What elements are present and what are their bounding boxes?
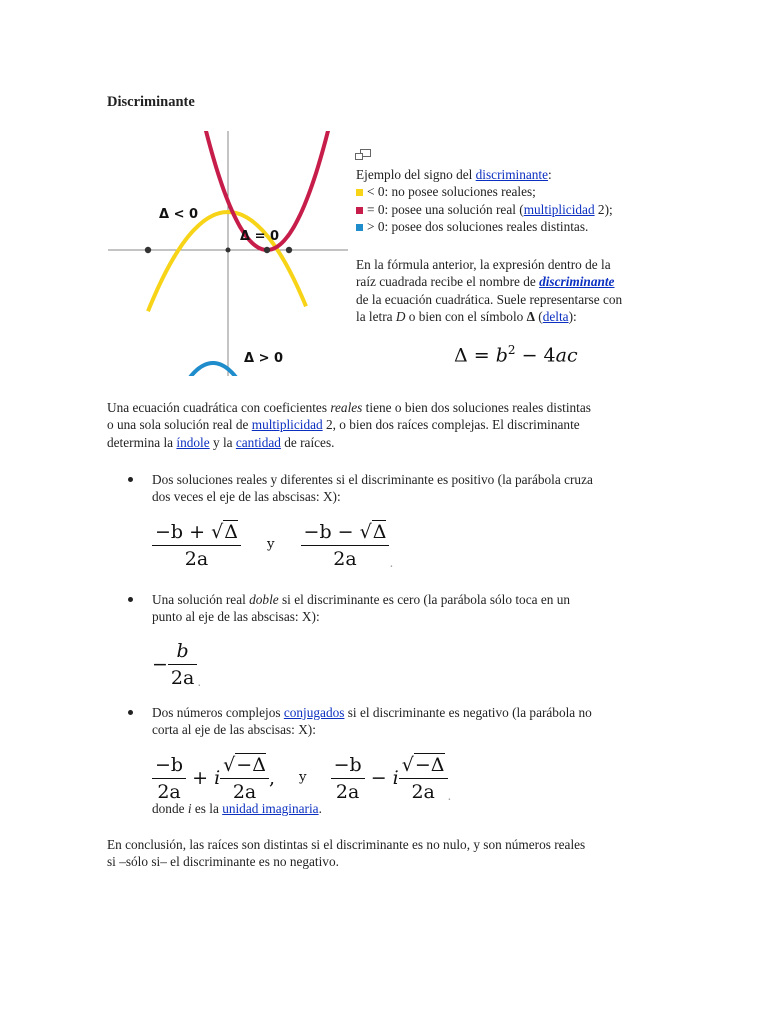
link-discriminante[interactable]: discriminante (475, 167, 549, 182)
formula-two-roots: $\frac{-b + √\Delta}{2a}$ y $\frac{-b - √\Delta}{2a}$ . (152, 520, 393, 570)
label-delta-negative: Δ < 0 (159, 207, 199, 222)
link-multiplicidad-2[interactable]: multiplicidad (251, 417, 323, 433)
link-delta[interactable]: delta (542, 309, 569, 325)
link-cantidad[interactable]: cantidad (235, 434, 281, 450)
discriminant-figure (108, 131, 348, 376)
formula-complex-roots: $\frac{-b}{2a}$ + i $\frac{√-\Delta}{2a}$ , y $\frac{-b}{2a}$ − i $\frac{√-\Delta}{2a}$ . (152, 753, 451, 803)
formula-delta: $\Delta = b^2 - 4ac$ (454, 343, 578, 367)
blue-root-right (286, 247, 292, 253)
caption-item-negative: < 0: no posee soluciones reales; (356, 183, 686, 200)
double-root-fraction: $\frac{b}{2a}$ (168, 640, 197, 689)
caption-intro: Ejemplo del signo del discriminante: (356, 167, 552, 182)
paragraph-conclusion: En conclusión, las raíces son distintas si el discriminante es no nulo, y son números reales si –sólo si– el discriminante es no negativo. (107, 837, 586, 870)
blue-parabola (122, 363, 322, 376)
root-minus-fraction: $\frac{-b - √\Delta}{2a}$ (301, 520, 390, 570)
blue-square-icon (356, 224, 363, 231)
link-unidad-imaginaria[interactable]: unidad imaginaria (222, 801, 319, 816)
figure-caption (356, 166, 686, 236)
blue-root-left (145, 247, 151, 253)
yellow-square-icon (356, 189, 363, 196)
expand-icon[interactable] (355, 148, 371, 160)
paragraph-quadratic: Una ecuación cuadrática con coeficientes reales tiene o bien dos soluciones reales distintas o una sola solución real de multiplicidad 2, o bien dos raíces complejas. El discriminante determina la índole y la cantidad de raíces. (107, 400, 591, 450)
bullet-zero: Una solución real doble si el discriminante es cero (la parábola sólo toca en un punto al eje de las abscisas: X): (152, 592, 570, 625)
origin-point (226, 248, 231, 253)
yellow-parabola (148, 212, 306, 311)
link-multiplicidad[interactable]: multiplicidad (523, 201, 595, 217)
link-indole[interactable]: índole (176, 434, 210, 450)
parabola-chart (108, 131, 348, 376)
imaginary-unit-note: donde i es la unidad imaginaria. (152, 801, 322, 816)
red-vertex-point (264, 247, 270, 253)
link-conjugados[interactable]: conjugados (283, 705, 345, 720)
caption-item-positive: > 0: posee dos soluciones reales distintas. (356, 218, 686, 235)
label-delta-zero: Δ = 0 (240, 229, 280, 244)
label-delta-positive: Δ > 0 (244, 351, 284, 366)
bullet-dot (128, 710, 133, 715)
link-discriminante-bold[interactable]: discriminante (539, 274, 615, 290)
bullet-dot (128, 597, 133, 602)
bullet-dot (128, 477, 133, 482)
bullet-positive: Dos soluciones reales y diferentes si el discriminante es positivo (la parábola cruza dos veces el eje de las abscisas: X): (152, 472, 593, 505)
section-heading: Discriminante (107, 94, 195, 110)
root-plus-fraction: $\frac{-b + √\Delta}{2a}$ (152, 520, 241, 570)
caption-item-zero: = 0: posee una solución real (multiplicidad 2); (356, 201, 686, 218)
bullet-negative: Dos números complejos conjugados si el discriminante es negativo (la parábola no corta al eje de las abscisas: X): (152, 705, 592, 738)
paragraph-discriminant-intro: En la fórmula anterior, la expresión dentro de la raíz cuadrada recibe el nombre de discriminante de la ecuación cuadrática. Suele representarse con la letra D o bien con el símbolo Δ (delta): (356, 257, 623, 325)
red-square-icon (356, 207, 363, 214)
formula-double-root: − $\frac{b}{2a}$ . (152, 640, 202, 689)
